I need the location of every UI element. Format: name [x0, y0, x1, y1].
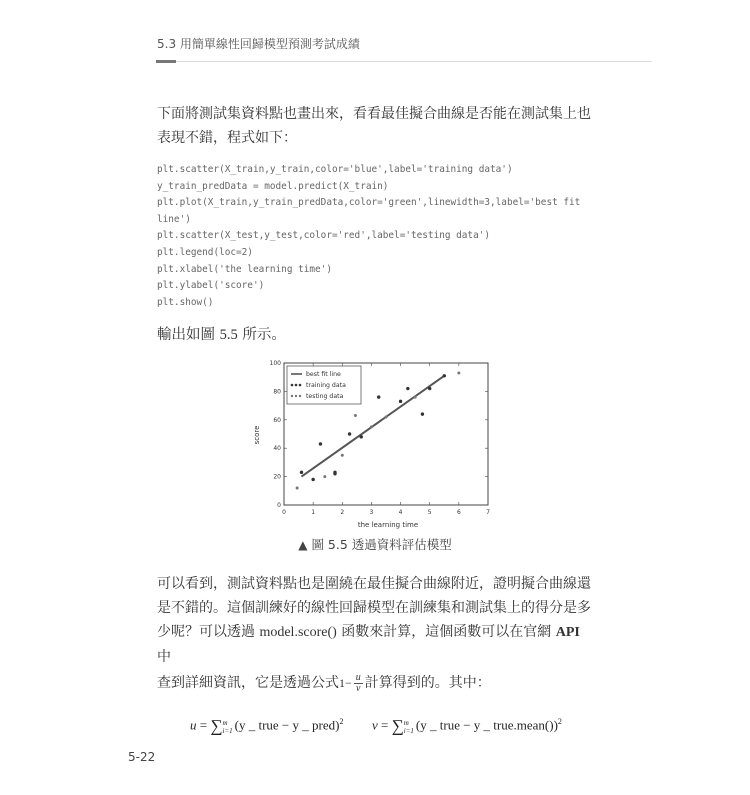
header-accent-bar [156, 60, 176, 63]
formula-expr: (y _ true − y _ pred) [234, 717, 340, 733]
figure-caption [0, 536, 750, 554]
x-axis-label: the learning time [357, 521, 419, 530]
page-header [157, 36, 652, 64]
testing-point [414, 396, 417, 399]
sum-lower: i=1 [222, 726, 233, 735]
caption-label: 圖 5.5 透過資料評估模型 [311, 537, 452, 553]
formula-v [372, 711, 562, 737]
training-point [311, 478, 314, 481]
intro-line-1: 下面將測試集資料點也畫出來，看看最佳擬合曲線是否能在測試集上也 [157, 106, 591, 122]
legend-label: training data [306, 382, 346, 390]
training-point [319, 443, 322, 446]
body-line-2: 是不錯的。這個訓練好的線性回歸模型在訓練集和測試集上的得分是多 [157, 600, 591, 617]
testing-point [323, 475, 326, 478]
body-paragraph [157, 572, 597, 697]
output-fig-num: 5.5 [219, 327, 238, 344]
legend-label: testing data [306, 393, 344, 401]
legend-training-swatch [291, 384, 294, 387]
x-tick-label: 6 [456, 509, 461, 517]
fraction-denominator: v [356, 682, 361, 694]
testing-point [341, 454, 344, 457]
y-tick-label: 0 [277, 502, 281, 510]
sigma-icon: ∑ [210, 716, 223, 736]
output-prefix: 輸出如圖 [157, 327, 220, 344]
body-line-3 [157, 620, 597, 669]
legend-testing-swatch [291, 395, 293, 397]
formula-power: 2 [557, 717, 562, 727]
y-tick-label: 40 [273, 445, 281, 453]
training-point [421, 413, 424, 416]
body-line-4 [157, 669, 597, 697]
testing-point [354, 414, 357, 417]
inline-api: API [555, 625, 580, 641]
testing-point [370, 426, 373, 429]
formula-u [190, 711, 343, 737]
code-line: plt.xlabel('the learning time') [157, 263, 332, 275]
code-line: plt.show() [157, 296, 214, 308]
legend-training-swatch [299, 384, 302, 387]
training-point [360, 435, 363, 438]
intro-paragraph [157, 102, 597, 150]
legend-training-swatch [295, 384, 298, 387]
header-rule [157, 61, 652, 62]
x-tick-label: 5 [427, 509, 432, 517]
formula-one-minus: 1− [339, 676, 352, 691]
fraction-u-over-v [354, 673, 363, 694]
testing-point [385, 416, 388, 419]
y-tick-label: 60 [273, 417, 281, 425]
output-suffix: 所示。 [237, 327, 286, 344]
inline-code-model-score: model.score() [259, 625, 337, 641]
formula-eq: = [377, 717, 392, 733]
formula-row [0, 707, 750, 737]
training-point [333, 471, 336, 474]
training-point [348, 433, 351, 436]
legend-label: best fit line [306, 371, 341, 379]
sum-upper: m [222, 718, 228, 727]
y-tick-label: 100 [269, 360, 281, 368]
intro-line-2: 表現不錯，程式如下： [157, 130, 297, 146]
legend-testing-swatch [295, 395, 297, 397]
sum-upper: m [403, 718, 409, 727]
formula-lhs: v [372, 717, 378, 733]
formula-power: 2 [339, 717, 344, 727]
header-section-title: 5.3 用簡單線性回歸模型預測考試成績 [157, 37, 360, 51]
sigma-icon: ∑ [391, 716, 404, 736]
y-tick-label: 20 [273, 473, 281, 481]
formula-eq: = [196, 717, 211, 733]
x-tick-label: 0 [282, 509, 286, 517]
x-tick-label: 7 [486, 509, 490, 517]
code-block [157, 162, 597, 311]
formula-lhs: u [190, 717, 197, 733]
fraction-numerator: u [355, 671, 361, 683]
training-point [443, 374, 446, 377]
body-line-1: 可以看到，測試資料點也是圍繞在最佳擬合曲線附近，證明擬合曲線還 [157, 576, 591, 593]
y-tick-label: 80 [273, 388, 281, 396]
body-text: 函數來計算，這個函數可以在官網 [336, 624, 556, 641]
testing-point [296, 487, 299, 490]
body-text: 中 [157, 649, 171, 666]
x-tick-label: 1 [311, 509, 316, 517]
scatter-chart [250, 357, 500, 532]
code-line: y_train_predData = model.predict(X_train) [157, 180, 389, 192]
code-line: line') [157, 213, 191, 225]
training-point [406, 387, 409, 390]
training-point [428, 387, 431, 390]
page-number: 5-22 [128, 750, 156, 765]
body-text: 計算得到的。其中： [364, 675, 491, 692]
caption-triangle-icon: ▲ [298, 538, 308, 553]
code-line: plt.plot(X_train,y_train_predData,color='green',linewidth=3,label='best fit [157, 197, 581, 209]
x-tick-label: 4 [398, 509, 403, 517]
code-line: plt.scatter(X_train,y_train,color='blue',label='training data') [157, 164, 513, 175]
formula-expr: (y _ true − y _ true.mean()) [415, 717, 558, 733]
legend-testing-swatch [299, 395, 301, 397]
figure-chart [250, 357, 500, 532]
training-point [399, 400, 402, 403]
sum-limits [404, 719, 414, 735]
testing-point [457, 372, 460, 375]
code-line: plt.legend(loc=2) [157, 246, 253, 258]
training-point [377, 396, 380, 399]
sum-lower: i=1 [403, 726, 414, 735]
x-tick-label: 3 [369, 509, 374, 517]
x-tick-label: 2 [340, 509, 345, 517]
code-line: plt.ylabel('score') [157, 280, 265, 292]
body-text: 查到詳細資訊，它是透過公式 [157, 675, 339, 692]
code-line: plt.scatter(X_test,y_test,color='red',label='testing data') [157, 230, 491, 242]
body-text: 少呢？可以透過 [157, 624, 260, 641]
training-point [300, 471, 303, 474]
output-sentence [157, 323, 597, 347]
sum-limits [222, 719, 232, 735]
y-axis-label: score [253, 425, 261, 445]
